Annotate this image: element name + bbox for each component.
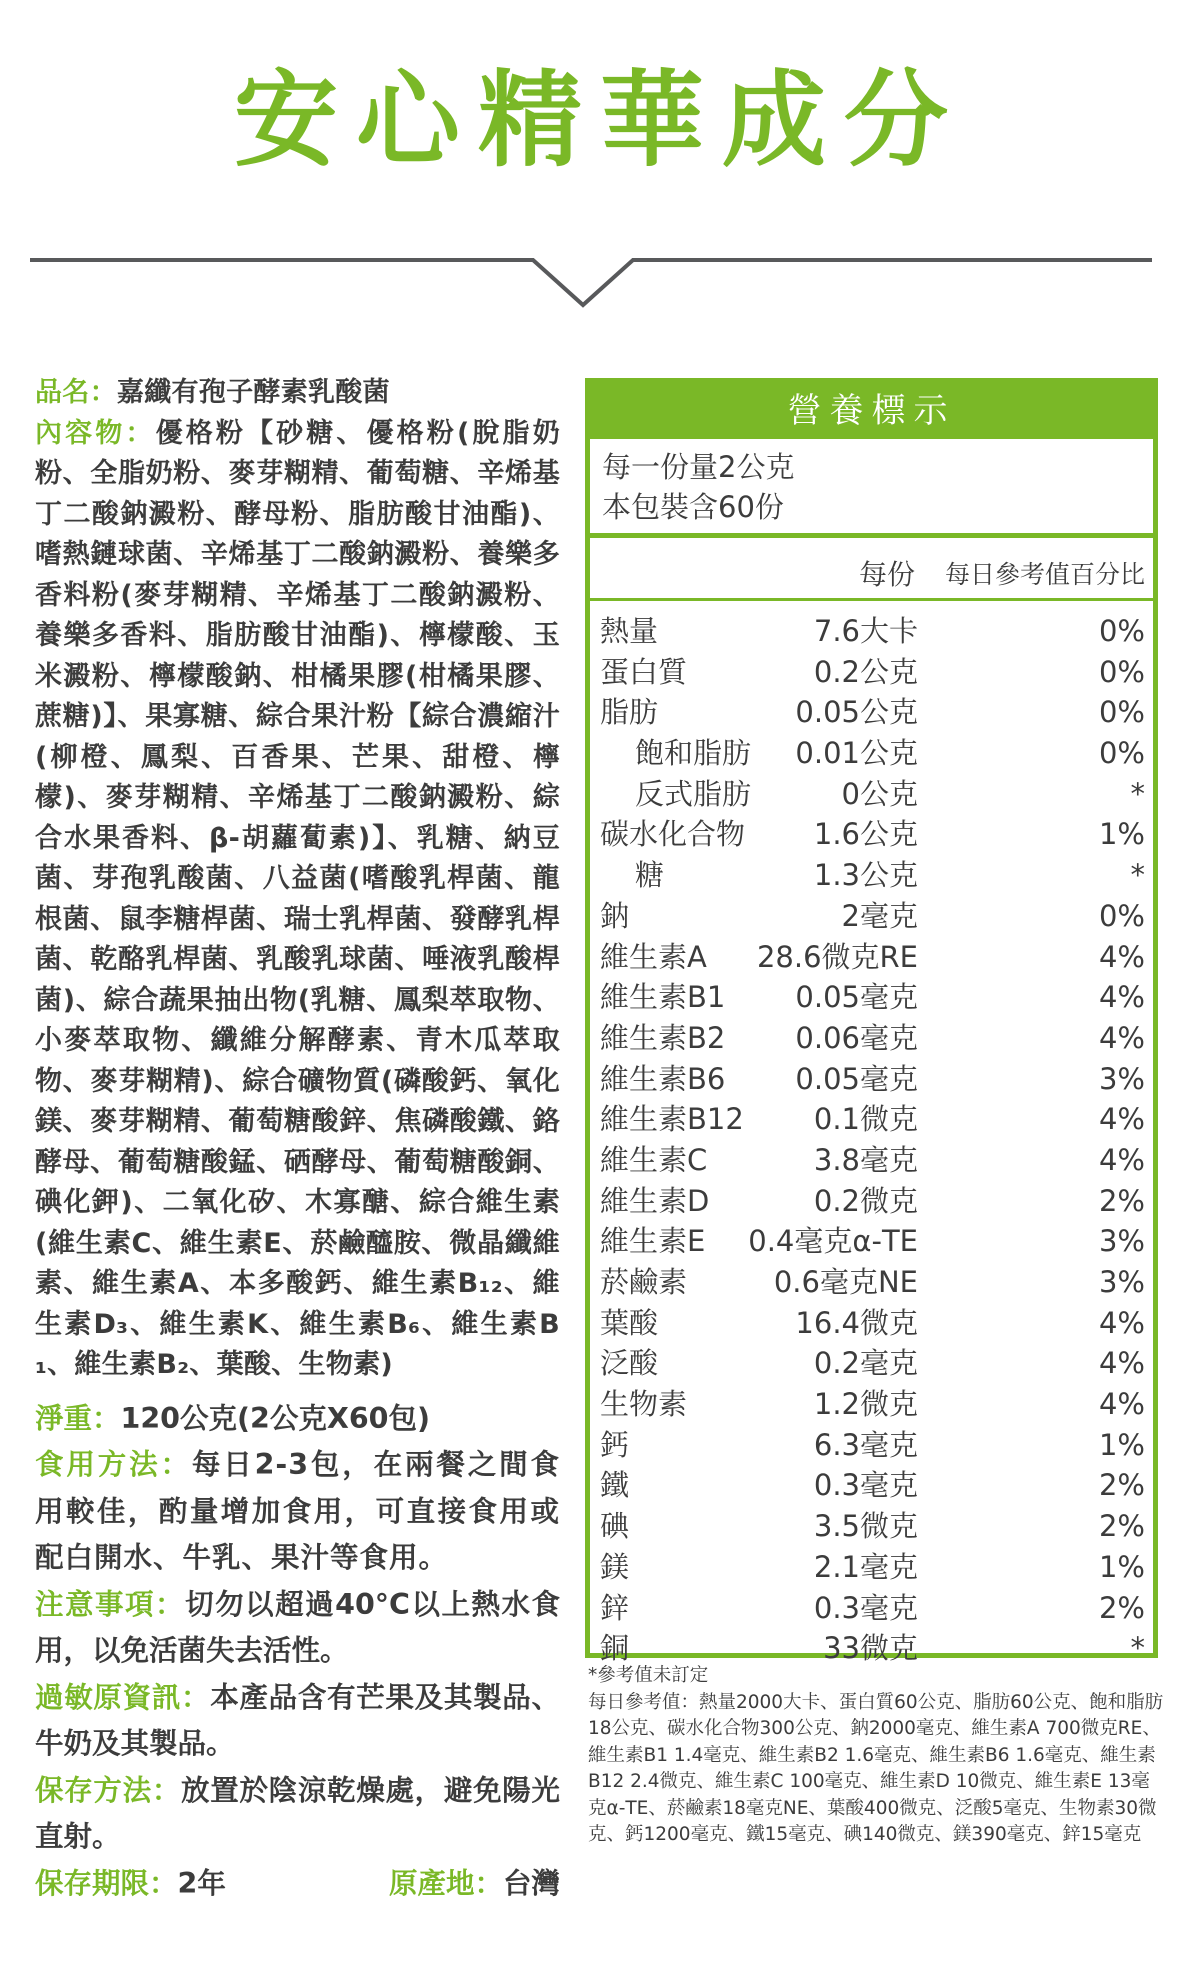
nutrition-row [590, 896, 1153, 937]
storage [35, 1768, 560, 1861]
divider-chevron [0, 240, 1200, 320]
page-title: 安心精華成分 [233, 59, 966, 181]
storage-value: 放置於陰涼乾燥處，避免陽光直射。 [35, 1773, 560, 1853]
shelf-label: 保存期限： [35, 1866, 178, 1900]
nutrient-amount: 0.2公克 [813, 654, 918, 689]
serving-info [590, 439, 1153, 533]
nutrient-name: 維生素B6 [600, 1061, 726, 1096]
nutrient-daily-pct: 1% [1098, 1549, 1145, 1584]
shelf-life [35, 1861, 226, 1908]
nutrition-row [590, 1588, 1153, 1629]
product-details [35, 1396, 560, 1908]
nutrient-name: 維生素B12 [600, 1102, 744, 1137]
nutrient-amount: 7.6大卡 [813, 614, 918, 648]
nutrient-name: 鈣 [600, 1427, 630, 1462]
nutrient-daily-pct: 3% [1098, 1061, 1145, 1096]
nutrient-daily-pct: 2% [1098, 1509, 1145, 1544]
contents-label: 內容物： [35, 417, 156, 449]
nutrition-row [590, 1303, 1153, 1344]
name-label: 品名： [35, 377, 117, 408]
nutrient-name: 維生素D [600, 1183, 710, 1218]
nutrition-row [590, 855, 1153, 896]
nutrient-daily-pct: 4% [1098, 1387, 1145, 1422]
footnote-star: *參考值未訂定 [588, 1665, 709, 1686]
nutrient-name: 脂肪 [600, 695, 659, 730]
nutrient-amount: 0.05毫克 [795, 1061, 918, 1096]
contents-value: 優格粉【砂糖、優格粉(脫脂奶粉、全脂奶粉、麥芽糊精、葡萄糖、辛烯基丁二酸鈉澱粉、酵母粉、脂肪酸甘油酯)、嗜熱鏈球菌、辛烯基丁二酸鈉澱粉、養樂多香料粉(麥芽糊精、辛烯基丁二酸鈉澱粉、養樂多香料、脂肪酸甘油酯)、檸檬酸、玉米澱粉、檸檬酸鈉、柑橘果膠(柑橘果膠、蔗糖)】、果寡糖、綜合果汁粉【綜合濃縮汁(柳橙、鳳梨、百香果、芒果、甜橙、檸檬)、麥芽糊精、辛烯基丁二酸鈉澱粉、綜合水果香料、β-胡蘿蔔素)】、乳糖、納豆菌、芽孢乳酸菌、八益菌(嗜酸乳桿菌、龍根菌、鼠李糖桿菌、瑞士乳桿菌、發酵乳桿菌、乾酪乳桿菌、乳酸乳球菌、唾液乳酸桿菌)、綜合蔬果抽出物(乳糖、鳳梨萃取物、小麥萃取物、纖維分解酵素、青木瓜萃取物、麥芽糊精)、綜合礦物質(磷酸鈣、氧化鎂、麥芽糊精、葡萄糖酸鋅、焦磷酸鐵、鉻酵母、葡萄糖酸錳、硒酵母、葡萄糖酸銅、碘化鉀)、二氧化矽、木寡醣、綜合維生素(維生素C、維生素E、菸鹼醯胺、微晶纖維素、維生素A、本多酸鈣、維生素B₁₂、維生素D₃、維生素K、維生素B₆、維生素B₁、維生素B₂、葉酸、生物素) [35, 417, 560, 1380]
nutrient-amount: 1.2微克 [813, 1387, 918, 1422]
nutrition-row [590, 814, 1153, 855]
nutrition-row [590, 1343, 1153, 1384]
nutrient-name: 菸鹼素 [600, 1265, 688, 1299]
nutrient-name: 維生素B2 [600, 1020, 726, 1055]
nutrient-amount: 28.6微克RE [756, 939, 918, 974]
nutrient-amount: 0.4毫克α-TE [748, 1224, 918, 1259]
storage-label: 保存方法： [35, 1773, 182, 1807]
nutrient-name: 鐵 [600, 1468, 630, 1503]
nutrition-row [590, 1547, 1153, 1588]
nutrient-name: 碳水化合物 [600, 817, 746, 852]
nutrition-row [590, 1181, 1153, 1222]
nutrient-amount: 16.4微克 [795, 1305, 918, 1340]
nutrient-name: 碘 [600, 1509, 630, 1544]
nutrient-daily-pct: * [1130, 858, 1145, 893]
nutrition-row [590, 1221, 1153, 1262]
nutrient-amount: 6.3毫克 [813, 1427, 918, 1462]
net-value: 120公克(2公克X60包) [120, 1401, 431, 1435]
nutrient-name: 生物素 [600, 1387, 688, 1422]
nutrient-amount: 1.3公克 [813, 858, 918, 893]
allergen-value: 本產品含有芒果及其製品、牛奶及其製品。 [35, 1680, 560, 1760]
usage-value: 每日2-3包，在兩餐之間食用較佳，酌量增加食用，可直接食用或配白開水、牛乳、果汁等食用。 [35, 1448, 560, 1574]
nutrient-amount: 3.5微克 [813, 1509, 918, 1544]
notice [35, 1582, 560, 1675]
nutrition-row [590, 1018, 1153, 1059]
net-weight [35, 1396, 560, 1443]
nutrition-row [590, 1425, 1153, 1466]
nutrient-amount: 0.2微克 [813, 1183, 918, 1218]
nutrition-row [590, 977, 1153, 1018]
nutrition-row [590, 1465, 1153, 1506]
nutrition-rows [590, 601, 1153, 1669]
servings-per-package: 本包裝含60份 [602, 490, 784, 524]
nutrient-amount: 0.3毫克 [813, 1590, 918, 1625]
nutrient-daily-pct: 0% [1098, 654, 1145, 689]
nutrient-daily-pct: 4% [1098, 1142, 1145, 1177]
nutrition-row [590, 1262, 1153, 1303]
nutrient-amount: 0.6毫克NE [773, 1265, 918, 1299]
nutrition-row [590, 652, 1153, 693]
nutrient-daily-pct: 1% [1098, 817, 1145, 852]
nutrient-name: 銅 [600, 1631, 630, 1666]
nutrition-row [590, 733, 1153, 774]
nutrient-daily-pct: 2% [1098, 1590, 1145, 1625]
nutrient-name: 飽和脂肪 [635, 736, 752, 771]
usage-label: 食用方法： [35, 1448, 192, 1481]
product-info [35, 373, 560, 1907]
nutrient-name: 鋅 [600, 1590, 630, 1625]
nutrient-name: 熱量 [600, 614, 659, 648]
nutrient-name: 鎂 [600, 1549, 630, 1584]
nutrient-amount: 0公克 [841, 776, 918, 811]
net-label: 淨重： [35, 1401, 121, 1435]
nutrient-daily-pct: 4% [1098, 939, 1145, 974]
origin-label: 原產地： [388, 1866, 503, 1900]
nutrient-name: 反式脂肪 [635, 776, 752, 811]
nutrient-daily-pct: 0% [1098, 695, 1145, 730]
nutrient-amount: 2毫克 [841, 898, 918, 933]
nutrient-name: 泛酸 [600, 1346, 659, 1381]
shelf-value: 2年 [177, 1866, 226, 1900]
nutrition-row [590, 692, 1153, 733]
nutrient-amount: 0.06毫克 [795, 1020, 918, 1055]
shelf-origin-row [35, 1861, 560, 1908]
nutrient-daily-pct: 2% [1098, 1183, 1145, 1218]
nutrient-amount: 0.2毫克 [813, 1346, 918, 1381]
nutrient-amount: 0.05公克 [795, 695, 918, 730]
nutrient-amount: 3.8毫克 [813, 1142, 918, 1177]
nutrient-amount: 0.05毫克 [795, 980, 918, 1015]
footnote-daily-values: 每日參考值：熱量2000大卡、蛋白質60公克、脂肪60公克、飽和脂肪18公克、碳水化合物300公克、鈉2000毫克、維生素A 700微克RE、維生素B1 1.4毫克、維生素B2 1.6毫克、維生素B6 1.6毫克、維生素B12 2.4微克、維生素C 100毫克、維生素D 10微克、維生素E 13毫克α-TE、菸鹼素18毫克NE、葉酸400微克、泛酸5毫克、生物素30微克、鈣1200毫克、鐵15毫克、碘140微克、鎂390毫克、鋅15毫克 [588, 1691, 1164, 1845]
nutrient-daily-pct: 4% [1098, 1020, 1145, 1055]
column-headers [590, 538, 1153, 598]
nutrient-name: 維生素B1 [600, 980, 726, 1015]
col-daily-value: 每日參考值百分比 [944, 560, 1145, 589]
nutrient-amount: 2.1毫克 [813, 1549, 918, 1584]
nutrient-name: 維生素E [600, 1224, 706, 1259]
nutrition-header: 營養標示 [590, 383, 1153, 439]
notice-value: 切勿以超過40°C以上熱水食用，以免活菌失去活性。 [35, 1587, 560, 1667]
allergen [35, 1675, 560, 1768]
nutrition-row [590, 611, 1153, 652]
nutrient-daily-pct: 0% [1098, 614, 1145, 648]
nutrient-daily-pct: 4% [1098, 1102, 1145, 1137]
nutrient-amount: 0.1微克 [813, 1102, 918, 1137]
nutrition-row [590, 1506, 1153, 1547]
nutrient-name: 維生素C [600, 1142, 708, 1177]
ingredients-block [35, 373, 560, 1386]
nutrient-daily-pct: 4% [1098, 1305, 1145, 1340]
nutrient-amount: 0.3毫克 [813, 1468, 918, 1503]
nutrition-row [590, 1059, 1153, 1100]
nutrient-daily-pct: 1% [1098, 1427, 1145, 1462]
col-per-serving: 每份 [858, 558, 915, 591]
nutrient-name: 葉酸 [600, 1305, 659, 1340]
allergen-label: 過敏原資訊： [35, 1680, 211, 1714]
nutrient-daily-pct: 4% [1098, 980, 1145, 1015]
nutrient-amount: 0.01公克 [795, 736, 918, 771]
nutrition-facts-panel [585, 378, 1158, 1666]
usage [35, 1442, 560, 1582]
nutrient-name: 糖 [635, 858, 665, 893]
nutrition-row [590, 1099, 1153, 1140]
nutrition-row [590, 774, 1153, 815]
nutrition-row [590, 1140, 1153, 1181]
name-value: 嘉纖有孢子酵素乳酸菌 [116, 377, 390, 408]
nutrient-name: 鈉 [600, 898, 630, 933]
serving-size: 每一份量2公克 [602, 450, 795, 484]
nutrient-daily-pct: 0% [1098, 898, 1145, 933]
nutrient-name: 蛋白質 [600, 654, 688, 689]
notice-label: 注意事項： [35, 1587, 186, 1621]
nutrient-daily-pct: 3% [1098, 1265, 1145, 1299]
nutrient-daily-pct: 3% [1098, 1224, 1145, 1259]
nutrient-daily-pct: 2% [1098, 1468, 1145, 1503]
nutrition-row [590, 937, 1153, 978]
nutrition-footnote [588, 1663, 1168, 1849]
nutrient-name: 維生素A [600, 939, 707, 974]
origin [389, 1861, 560, 1908]
origin-value: 台灣 [502, 1866, 560, 1900]
nutrient-daily-pct: 4% [1098, 1346, 1145, 1381]
nutrient-daily-pct: 0% [1098, 736, 1145, 771]
nutrient-amount: 1.6公克 [813, 817, 918, 852]
nutrient-daily-pct: * [1130, 776, 1145, 811]
nutrient-daily-pct: * [1130, 1631, 1145, 1666]
nutrient-amount: 33微克 [823, 1631, 918, 1666]
nutrition-row [590, 1384, 1153, 1425]
